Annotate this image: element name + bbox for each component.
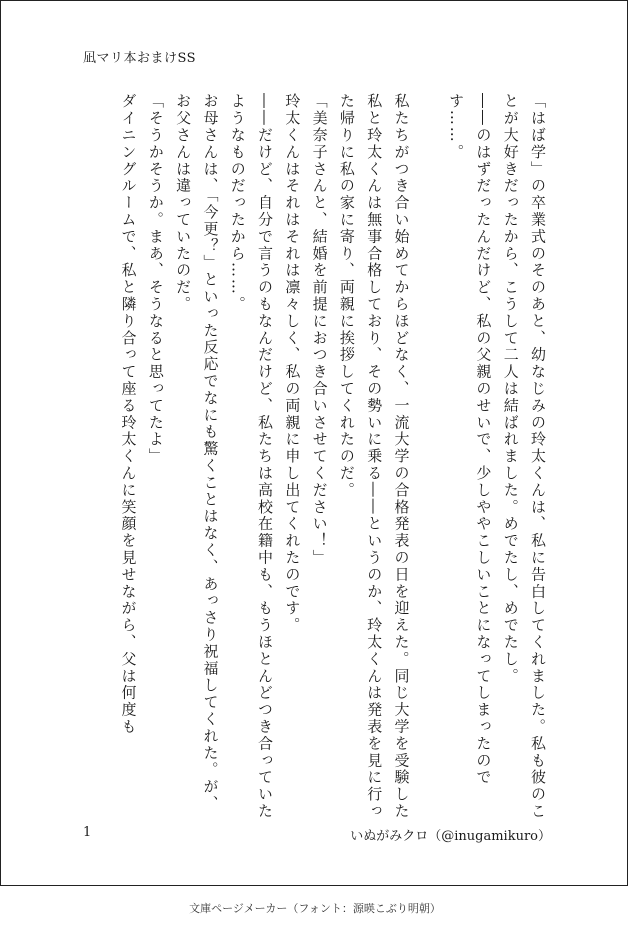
paragraph: お母さんは、「今更？」といった反応でなにも驚くことはなく、あっさり祝福してくれた。が、お父さんは違っていたのだ。	[174, 93, 220, 813]
paragraph: 「はば学」の卒業式のそのあと、幼なじみの玲太くんは、私に告白してくれました。私も彼のことが大好きだったから、こうして二人は結ばれました。めでたし、めでたし。	[501, 93, 547, 820]
page-header-title: 凪マリ本おまけSS	[83, 51, 197, 66]
paragraph: ダイニングルームで、私と隣り合って座る玲太くんに笑顔を見せながら、父は何度も	[119, 93, 138, 736]
blank-line	[415, 93, 442, 94]
paragraph: 「美奈子さんと、結婚を前提におつき合いさせてください！」	[310, 93, 329, 567]
paragraph: 「そうかそうか。まあ、そうなると思ってたよ」	[146, 93, 165, 465]
generator-caption: 文庫ページメーカー（フォント：源暎こぶり明朝）	[189, 902, 441, 915]
paragraph: 玲太くんはそれはそれは凛々しく、私の両親に申し出てくれたのです。	[283, 93, 302, 634]
author-credit: いぬがみクロ（@inugamikuro）	[350, 829, 551, 844]
page-number: 1	[83, 825, 92, 840]
paragraph: ――だけど、自分で言うのもなんだけど、私たちは高校在籍中も、もうほとんどつき合っていたようなものだったから……。	[228, 93, 275, 820]
paragraph: 私たちがつき合い始めてからほどなく、一流大学の合格発表の日を迎えた。同じ大学を受験した私と玲太くんは無事合格しており、その勢いに乗る――というのか、玲太くんは発表を見に行った帰りに私の家に寄り、両親に挨拶してくれたのだ。	[337, 93, 411, 820]
vertical-body-text	[81, 93, 551, 823]
paragraph: ――のはずだったんだけど、私の父親のせいで、少しややこしいことになってしまったのです……。	[447, 93, 493, 786]
